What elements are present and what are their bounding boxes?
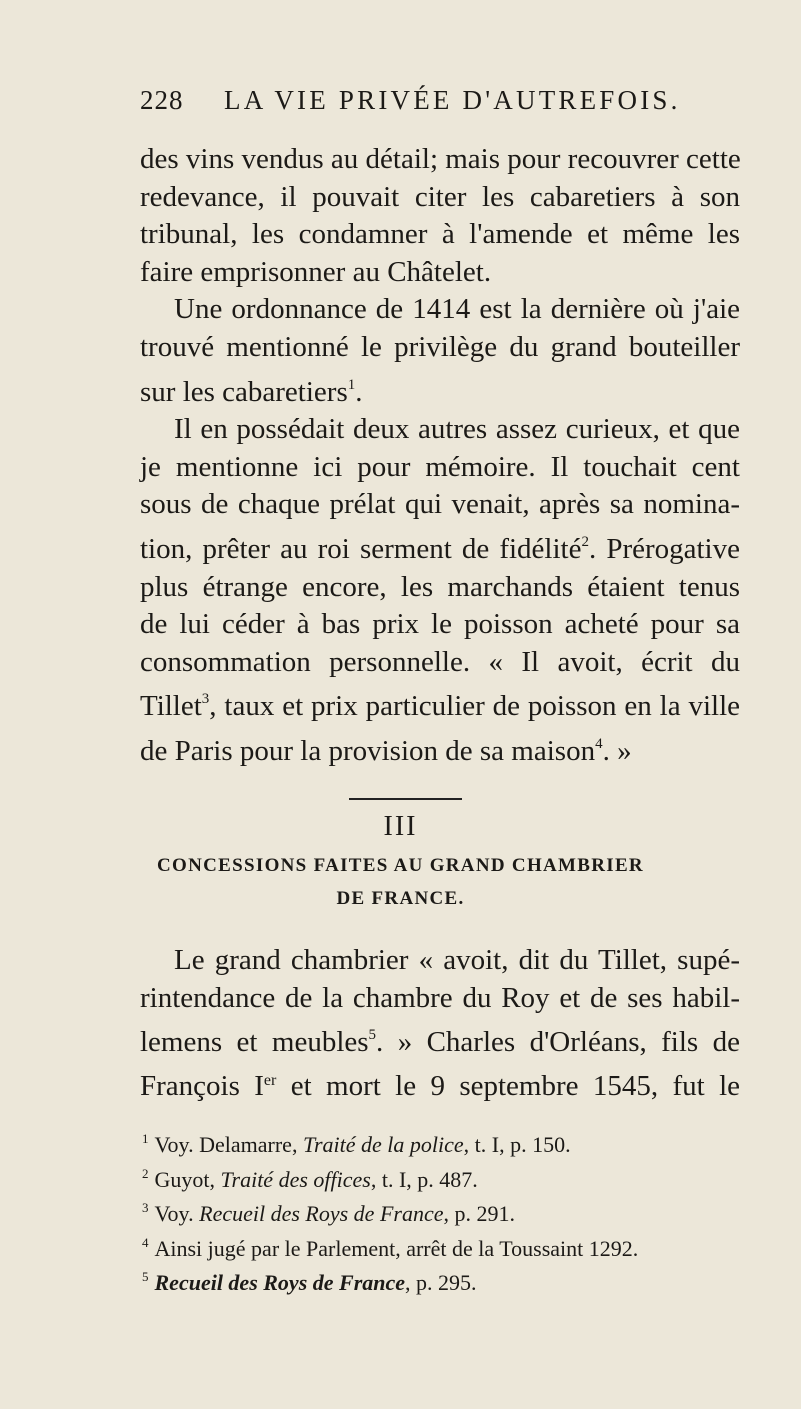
text-line: plus étrange encore, les marchands étaient tenus xyxy=(140,570,740,603)
text-run: Tillet xyxy=(140,690,202,723)
page-number: 228 xyxy=(140,85,184,115)
footnote-text: Ainsi jugé par le Parlement, arrêt de la Toussaint 1292. xyxy=(154,1235,639,1261)
footnote-ref[interactable]: 1 xyxy=(347,376,356,393)
footnote-text: Guyot, xyxy=(154,1166,221,1192)
text-line: sous de chaque prélat qui venait, après sa nomina- xyxy=(140,488,740,521)
text-run: de Paris pour la provision de sa maison xyxy=(140,734,596,767)
text-run: sur les cabaretiers xyxy=(140,375,348,408)
footnote-text: , t. I, p. 150. xyxy=(463,1132,571,1157)
footnotes xyxy=(140,1125,760,1298)
text-line: faire emprisonner au Châtelet. xyxy=(140,255,492,288)
text-run: tion, prêter au roi serment de fidélité xyxy=(140,532,582,565)
footnote xyxy=(140,1263,760,1298)
footnote-text: , p. 295. xyxy=(405,1270,477,1295)
text-line: je mentionne ici pour mémoire. Il touchait cent xyxy=(140,450,740,483)
text-run: lemens et meubles xyxy=(140,1026,369,1059)
footnote-ref[interactable]: 4 xyxy=(595,735,603,752)
text-line xyxy=(140,367,740,412)
text-run: . » Charles d'Orléans, fils de xyxy=(376,1026,740,1059)
text-line: Il en possédait deux autres assez curieux, et que xyxy=(174,413,740,446)
footnote-text: Voy. Delamarre, xyxy=(154,1132,303,1157)
text-run: . » xyxy=(602,734,632,767)
footnote-text: Voy. xyxy=(154,1201,200,1226)
footnote-ref[interactable]: 2 xyxy=(581,533,589,550)
footnote-ref[interactable]: 5 xyxy=(368,1027,377,1044)
footnote xyxy=(140,1160,760,1195)
footnote-number: 1 xyxy=(142,1131,149,1146)
text-line: redevance, il pouvait citer les cabaretiers à son xyxy=(140,180,740,213)
section-title-line: CONCESSIONS FAITES AU GRAND CHAMBRIER xyxy=(157,855,644,876)
footnote-ref[interactable]: 3 xyxy=(201,691,210,708)
text-line: des vins vendus au détail; mais pour recouvrer cette xyxy=(140,143,741,175)
text-line: Une ordonnance de 1414 est la dernière où j'aie xyxy=(174,293,740,326)
footnote-title: Recueil des Roys de France xyxy=(154,1270,406,1295)
footnote xyxy=(140,1194,760,1229)
footnote-title: Traité de la police xyxy=(302,1132,464,1157)
text-line: rintendance de la chambre du Roy et de ses habil- xyxy=(140,981,740,1014)
footnote-number: 5 xyxy=(142,1269,149,1284)
page-header xyxy=(0,85,801,115)
text-run: . xyxy=(355,375,363,408)
footnote-title: Traité des offices xyxy=(220,1166,371,1192)
section-number: III xyxy=(383,811,418,842)
footnote-text: , p. 291. xyxy=(443,1201,515,1226)
text-line: Le grand chambrier « avoit, dit du Tillet, supé- xyxy=(174,944,740,976)
text-line xyxy=(140,1062,740,1106)
footnote-text: , t. I, p. 487. xyxy=(370,1166,478,1192)
footnote xyxy=(140,1125,760,1160)
text-line xyxy=(140,726,740,771)
section-separator-rule xyxy=(349,798,462,800)
text-line xyxy=(140,1017,740,1062)
footnote xyxy=(140,1229,760,1264)
text-run: et mort le 9 septembre 1545, fut le xyxy=(276,1069,740,1102)
body-text xyxy=(140,942,740,1105)
text-run: François I xyxy=(140,1069,264,1102)
footnote-number: 4 xyxy=(142,1234,149,1250)
text-run: . Prérogative xyxy=(588,532,740,565)
text-line: consommation personnelle. « Il avoit, écrit du xyxy=(140,645,740,678)
footnote-title: Recueil des Roys de France xyxy=(199,1201,444,1226)
footnote-number: 2 xyxy=(142,1165,149,1181)
text-line xyxy=(140,524,740,569)
text-line: tribunal, les condamner à l'amende et même les xyxy=(140,218,740,251)
section-title-line: DE FRANCE. xyxy=(336,888,465,909)
body-text xyxy=(140,141,740,771)
ordinal-superscript: er xyxy=(263,1071,277,1089)
text-line xyxy=(140,681,740,726)
footnote-number: 3 xyxy=(142,1200,149,1215)
text-line: trouvé mentionné le privilège du grand bouteiller xyxy=(140,330,740,363)
section-title xyxy=(0,849,801,915)
text-line: de lui céder à bas prix le poisson acheté pour sa xyxy=(140,608,740,641)
text-run: , taux et prix particulier de poisson en la ville xyxy=(209,690,740,723)
running-title: LA VIE PRIVÉE D'AUTREFOIS. xyxy=(224,85,681,115)
